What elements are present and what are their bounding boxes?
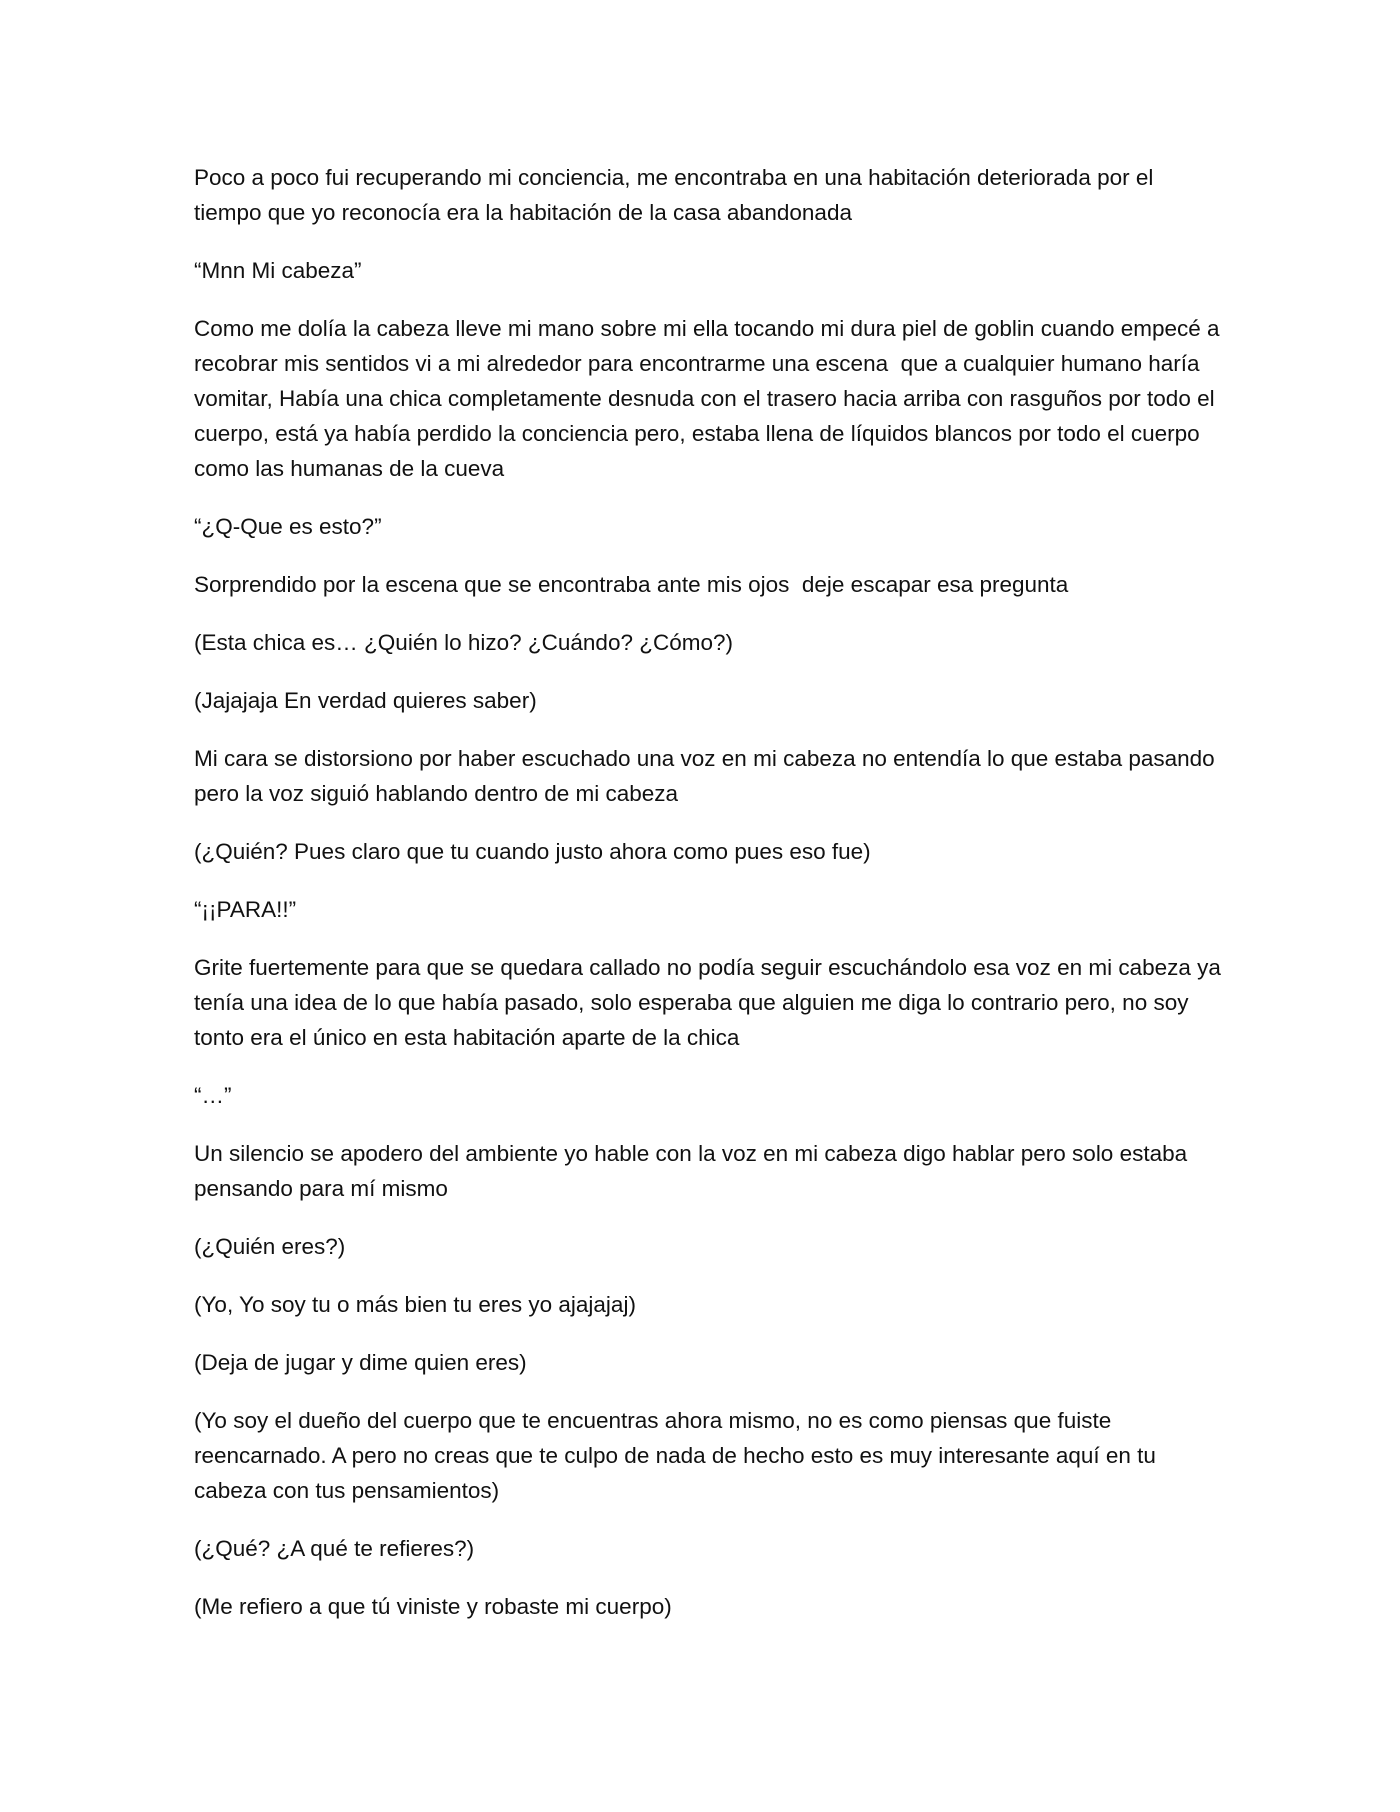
paragraph-8: Mi cara se distorsiono por haber escuchado una voz en mi cabeza no entendía lo que estaba pasando pero la voz siguió hablando dentro de mi cabeza bbox=[194, 746, 1221, 806]
paragraph-19: (Me refiero a que tú viniste y robaste mi cuerpo) bbox=[194, 1594, 672, 1619]
paragraph-13: Un silencio se apodero del ambiente yo hable con la voz en mi cabeza digo hablar pero solo estaba pensando para mí mismo bbox=[194, 1141, 1194, 1201]
paragraph-9: (¿Quién? Pues claro que tu cuando justo ahora como pues eso fue) bbox=[194, 839, 871, 864]
paragraph-10: “¡¡PARA!!” bbox=[194, 897, 297, 922]
paragraph-5: Sorprendido por la escena que se encontraba ante mis ojos deje escapar esa pregunta bbox=[194, 572, 1069, 597]
paragraph-12: “…” bbox=[194, 1083, 232, 1108]
paragraph-7: (Jajajaja En verdad quieres saber) bbox=[194, 688, 537, 713]
paragraph-14: (¿Quién eres?) bbox=[194, 1234, 346, 1259]
paragraph-4: “¿Q-Que es esto?” bbox=[194, 514, 382, 539]
paragraph-15: (Yo, Yo soy tu o más bien tu eres yo ajajajaj) bbox=[194, 1292, 636, 1317]
paragraph-2: “Mnn Mi cabeza” bbox=[194, 258, 362, 283]
paragraph-11: Grite fuertemente para que se quedara callado no podía seguir escuchándolo esa voz en mi cabeza ya tenía una idea de lo que había pasado, solo esperaba que alguien me diga lo contrario pero, no soy tonto era el único en esta habitación aparte de la chica bbox=[194, 955, 1228, 1050]
paragraph-1: Poco a poco fui recuperando mi conciencia, me encontraba en una habitación deteriorada por el tiempo que yo reconocía era la habitación de la casa abandonada bbox=[194, 165, 1160, 225]
paragraph-6: (Esta chica es… ¿Quién lo hizo? ¿Cuándo? ¿Cómo?) bbox=[194, 630, 733, 655]
document-body bbox=[194, 160, 1228, 1647]
paragraph-18: (¿Qué? ¿A qué te refieres?) bbox=[194, 1536, 475, 1561]
paragraph-17: (Yo soy el dueño del cuerpo que te encuentras ahora mismo, no es como piensas que fuiste reencarnado. A pero no creas que te culpo de nada de hecho esto es muy interesante aquí en tu cabeza con tus pensamientos) bbox=[194, 1408, 1163, 1503]
paragraph-16: (Deja de jugar y dime quien eres) bbox=[194, 1350, 527, 1375]
paragraph-3: Como me dolía la cabeza lleve mi mano sobre mi ella tocando mi dura piel de goblin cuando empecé a recobrar mis sentidos vi a mi alrededor para encontrarme una escena que a cualquier humano haría vomitar, Había una chica completamente desnuda con el trasero hacia arriba con rasguños por todo el cuerpo, está ya había perdido la conciencia pero, estaba llena de líquidos blancos por todo el cuerpo como las humanas de la cueva bbox=[194, 316, 1226, 481]
